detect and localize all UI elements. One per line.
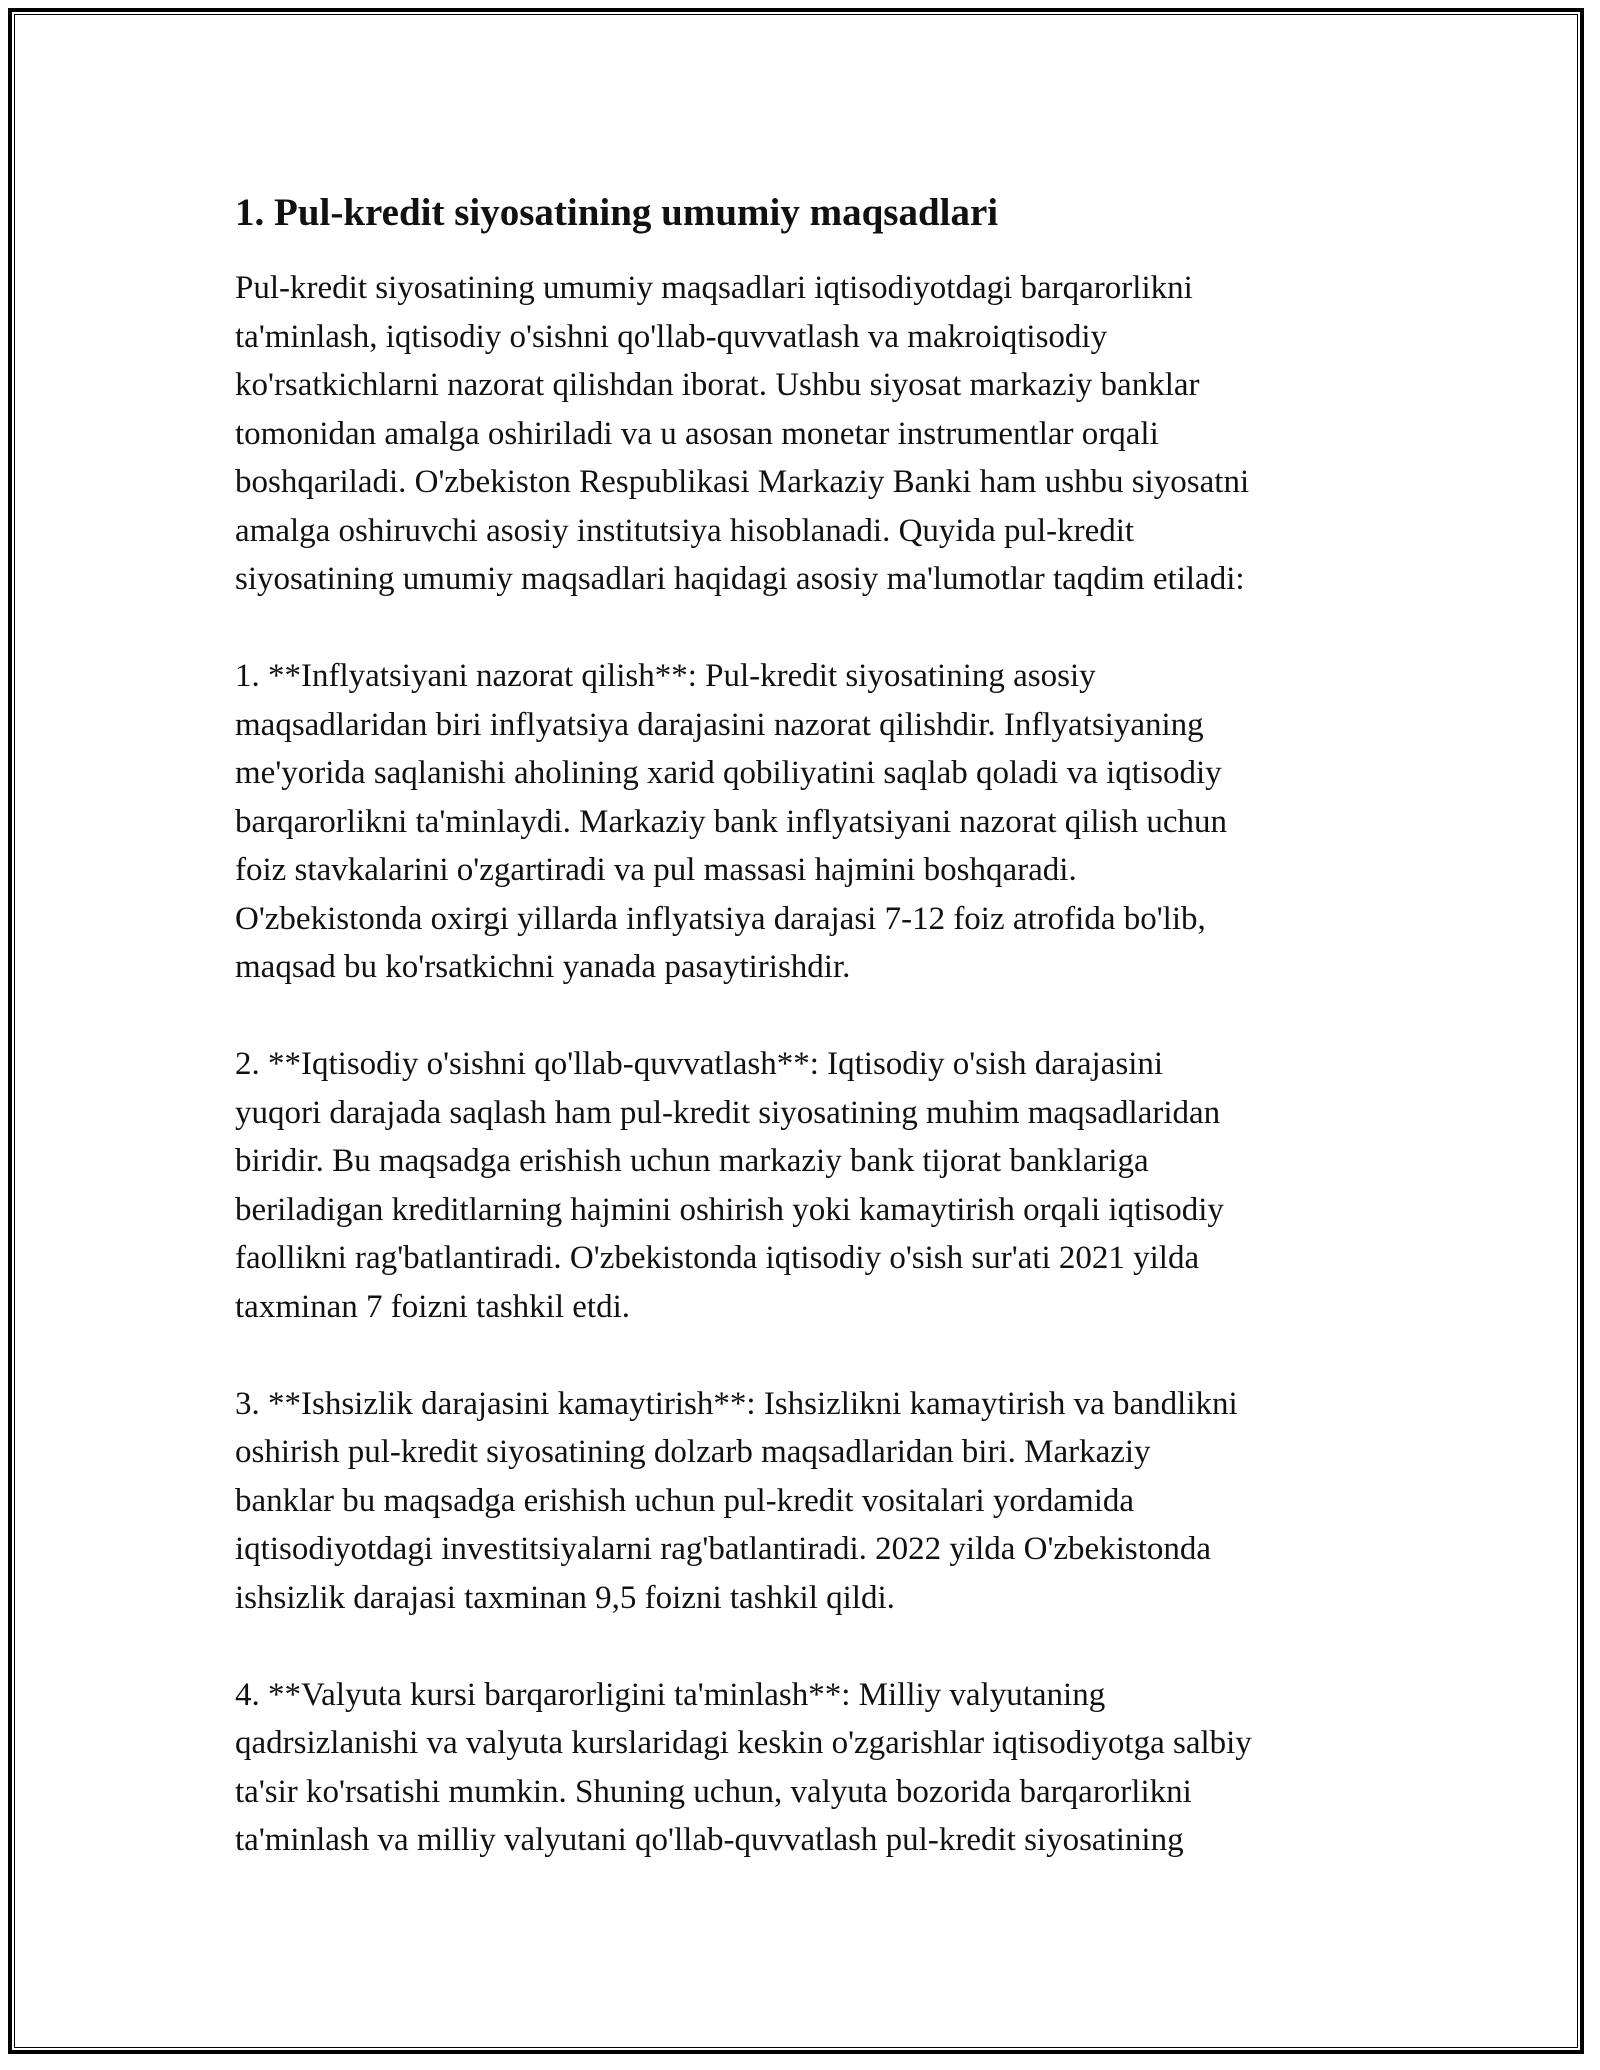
list-item-growth: 2. **Iqtisodiy o'sishni qo'llab-quvvatlash**: Iqtisodiy o'sish darajasini yuqori darajada saqlash ham pul-kredit siyosatining muhim maqsadlaridan biridir. Bu maqsadga erishish uchun markaziy bank tijorat banklariga beriladigan kreditlarning hajmini oshirish yoki kamaytirish orqali iqtisodiy faollikni rag'batlantiradi. O'zbekistonda iqtisodiy o'sish sur'ati 2021 yilda taxminan 7 foizni tashkil etdi. (235, 1046, 1224, 1325)
list-item-inflation: 1. **Inflyatsiyani nazorat qilish**: Pul-kredit siyosatining asosiy maqsadlaridan biri inflyatsiya darajasini nazorat qilishdir. Inflyatsiyaning me'yorida saqlanishi aholining xarid qobiliyatini saqlab qoladi va iqtisodiy barqarorlikni ta'minlaydi. Markaziy bank inflyatsiyani nazorat qilish uchun foiz stavkalarini o'zgartiradi va pul massasi hajmini boshqaradi. O'zbekistonda oxirgi yillarda inflyatsiya darajasi 7-12 foiz atrofida bo'lib, maqsad bu ko'rsatkichni yanada pasaytirishdir. (235, 658, 1227, 985)
list-item-currency: 4. **Valyuta kursi barqarorligini ta'minlash**: Milliy valyutaning qadrsizlanishi va valyuta kurslaridagi keskin o'zgarishlar iqtisodiyotga salbiy ta'sir ko'rsatishi mumkin. Shuning uchun, valyuta bozorida barqarorlikni ta'minlash va milliy valyutani qo'llab-quvvatlash pul-kredit siyosatining (235, 1676, 1252, 1858)
intro-paragraph: Pul-kredit siyosatining umumiy maqsadlari iqtisodiyotdagi barqarorlikni ta'minlash, iqtisodiy o'sishni qo'llab-quvvatlash va makroiqtisodiy ko'rsatkichlarni nazorat qilishdan iborat. Ushbu siyosat markaziy banklar tomonidan amalga oshiriladi va u asosan monetar instrumentlar orqali boshqariladi. O'zbekiston Respublikasi Markaziy Banki ham ushbu siyosatni amalga oshiruvchi asosiy institutsiya hisoblanadi. Quyida pul-kredit siyosatining umumiy maqsadlari haqidagi asosiy ma'lumotlar taqdim etiladi: (235, 270, 1250, 597)
section-heading: 1. Pul-kredit siyosatining umumiy maqsadlari (235, 191, 999, 234)
list-item-unemployment: 3. **Ishsizlik darajasini kamaytirish**: Ishsizlikni kamaytirish va bandlikni oshirish pul-kredit siyosatining dolzarb maqsadlaridan biri. Markaziy banklar bu maqsadga erishish uchun pul-kredit vositalari yordamida iqtisodiyotdagi investitsiyalarni rag'batlantiradi. 2022 yilda O'zbekistonda ishsizlik darajasi taxminan 9,5 foizni tashkil qildi. (235, 1385, 1238, 1616)
document-body (235, 188, 1375, 1913)
